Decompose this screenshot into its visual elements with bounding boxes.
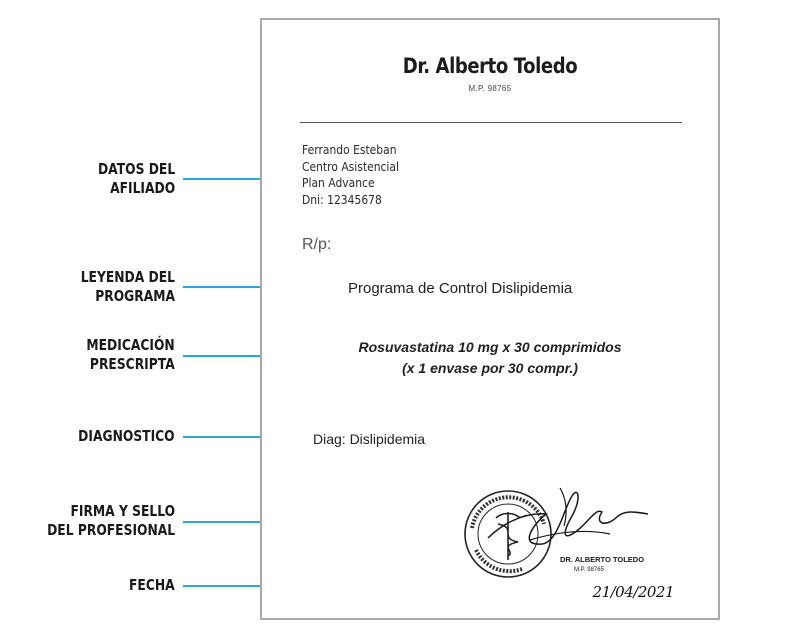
signature-stamp [460, 468, 680, 588]
label-affiliate-data [98, 160, 175, 198]
label-program-line2: PROGRAMA [95, 287, 175, 305]
stamp-license: M.P. 98765 [574, 567, 604, 573]
medication-line1: Rosuvastatina 10 mg x 30 comprimidos [358, 339, 622, 355]
rp-label: R/p: [302, 236, 332, 253]
label-affiliate-line2: AFILIADO [109, 179, 175, 197]
label-affiliate-line1: DATOS DEL [97, 160, 175, 178]
prescribed-medication [262, 337, 718, 379]
affiliate-plan: Plan Advance [302, 175, 375, 190]
label-signature [47, 502, 175, 540]
label-medication [87, 336, 175, 374]
stamp-name: DR. ALBERTO TOLEDO [560, 555, 645, 564]
label-program-line1: LEYENDA DEL [80, 268, 175, 286]
prescription-date: 21/04/2021 [592, 583, 674, 601]
label-medication-line1: MEDICACIÓN [86, 336, 175, 354]
signature-scribble [488, 492, 648, 544]
doctor-license: M.P. 98765 [468, 84, 512, 93]
label-program-legend [81, 268, 175, 306]
prescription-sheet [260, 18, 720, 620]
affiliate-name: Ferrando Esteban [302, 142, 397, 157]
label-signature-line2: DEL PROFESIONAL [46, 521, 175, 539]
affiliate-data [302, 142, 399, 208]
diagnosis: Diag: Dislipidemia [313, 431, 426, 447]
program-legend: Programa de Control Dislipidemia [348, 280, 573, 297]
header-divider [300, 122, 682, 123]
doctor-name: Dr. Alberto Toledo [402, 54, 578, 78]
medication-line2: (x 1 envase por 30 compr.) [402, 360, 578, 376]
affiliate-dni: Dni: 12345678 [302, 191, 382, 207]
affiliate-center: Centro Asistencial [302, 158, 399, 174]
label-signature-line1: FIRMA Y SELLO [70, 502, 175, 520]
label-date: FECHA [129, 576, 175, 594]
label-diagnosis: DIAGNOSTICO [78, 427, 175, 445]
label-medication-line2: PRESCRIPTA [90, 355, 175, 373]
